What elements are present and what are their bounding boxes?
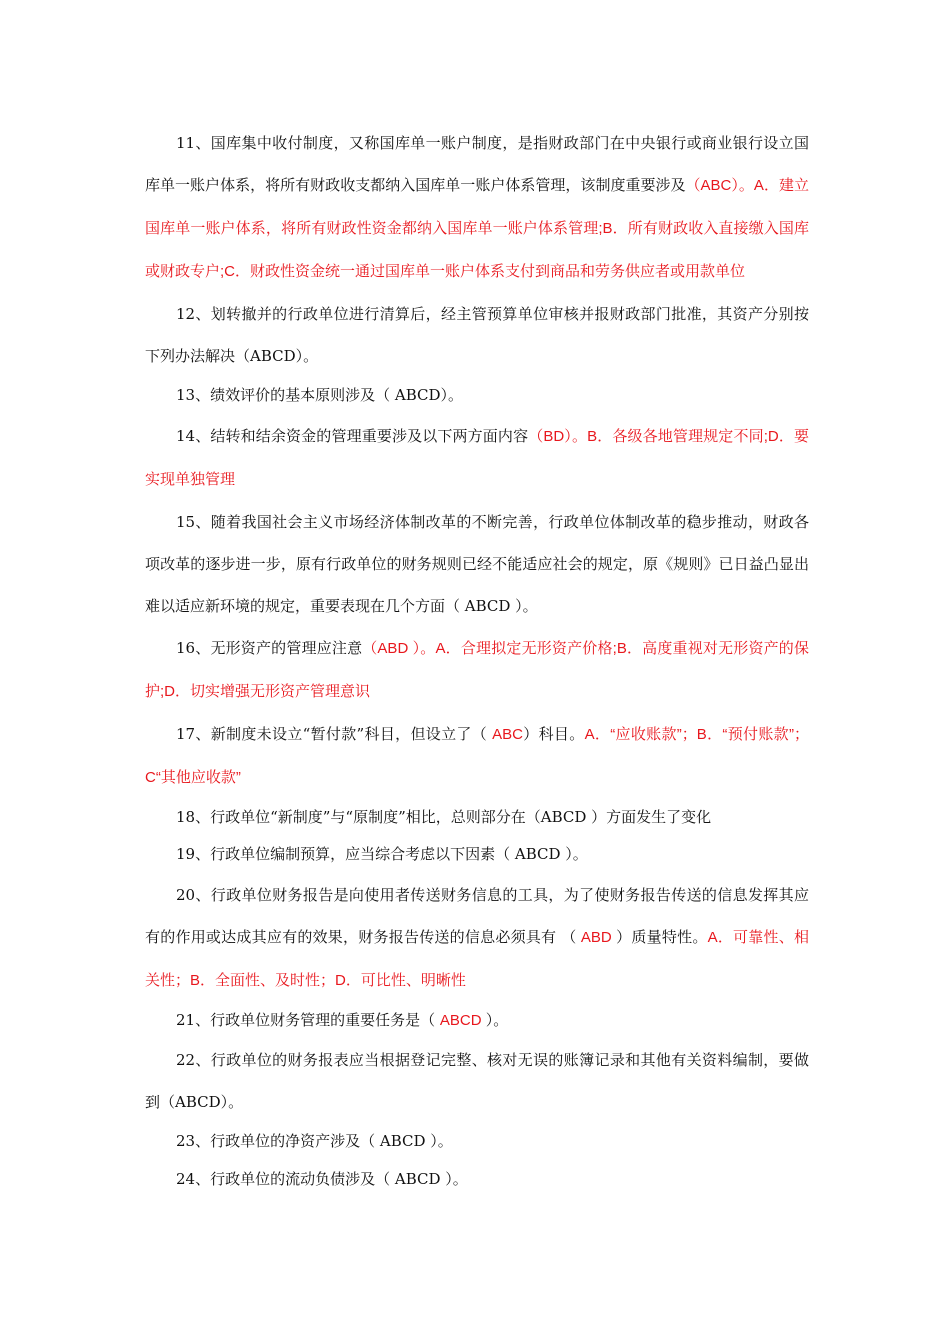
question-text: ）质量特性。	[616, 927, 708, 946]
answer-text: （ABC）。A．建立国库单一账户体系，将所有财政性资金都纳入国库单一账户体系管理;B．所有财政收入直接缴入国库或财政专户;C．财政性资金统一通过国库单一账户体系支付到商品和劳务供应者或用款单位	[145, 177, 809, 280]
question-11	[145, 122, 809, 293]
question-text: 20、行政单位财务报告是向使用者传送财务信息的工具，为了使财务报告传送的信息发挥其应有的作用或达成其应有的效果，财务报告传送的信息必须具有 （	[145, 885, 809, 946]
question-23	[145, 1123, 809, 1161]
question-14	[145, 415, 809, 501]
question-text: 23、行政单位的净资产涉及（ ABCD ）。	[176, 1132, 453, 1150]
question-text: 14、结转和结余资金的管理重要涉及以下两方面内容	[176, 426, 529, 445]
question-text: 24、行政单位的流动负债涉及（ ABCD ）。	[176, 1169, 468, 1188]
question-text: 22、行政单位的财务报表应当根据登记完整、核对无误的账簿记录和其他有关资料编制，要做到（ABCD）。	[145, 1051, 809, 1111]
answer-text: A．可靠性、相关性；B．全面性、及时性；D．可比性、明晰性	[145, 928, 809, 989]
question-18	[145, 799, 809, 837]
question-16	[145, 627, 809, 713]
answer-text: （ABD ）。A．合理拟定无形资产价格;B．高度重视对无形资产的保护;D．切实增强无形资产管理意识	[145, 639, 809, 700]
question-13	[145, 377, 809, 415]
question-20	[145, 874, 809, 1002]
question-text: 13、绩效评价的基本原则涉及（ ABCD）。	[176, 386, 463, 404]
question-15	[145, 501, 809, 627]
question-19	[145, 836, 809, 874]
answer-text: A．“应收账款”；B．“预付账款”；C“其他应收款”	[145, 725, 809, 786]
answer-text: （BD）。B．各级各地管理规定不同;D．要实现单独管理	[145, 427, 809, 488]
question-text: ）。	[485, 1010, 509, 1029]
question-text: 21、行政单位财务管理的重要任务是（	[176, 1010, 440, 1029]
question-text: 18、行政单位“新制度”与“原制度”相比，总则部分在（ABCD ）方面发生了变化	[176, 807, 712, 826]
question-text: 19、行政单位编制预算，应当综合考虑以下因素（ ABCD ）。	[176, 845, 588, 863]
question-24	[145, 1161, 809, 1199]
answer-code: ABD	[576, 928, 617, 946]
question-22	[145, 1039, 809, 1123]
question-21	[145, 1002, 809, 1040]
question-12	[145, 293, 809, 377]
document-page	[145, 122, 809, 1198]
question-text: 17、新制度未设立“暂付款”科目，但设立了（	[176, 724, 493, 743]
question-text: 12、划转撤并的行政单位进行清算后，经主管预算单位审核并报财政部门批准，其资产分别按下列办法解决（ABCD）。	[145, 305, 809, 365]
question-text: ）科目。	[522, 724, 585, 743]
question-text: 11、国库集中收付制度，又称国库单一账户制度，是指财政部门在中央银行或商业银行设立国库单一账户体系，将所有财政收支都纳入国库单一账户体系管理，该制度重要涉及	[145, 134, 809, 194]
question-17	[145, 713, 809, 799]
answer-code: ABCD	[439, 1011, 486, 1029]
question-text: 15、随着我国社会主义市场经济体制改革的不断完善，行政单位体制改革的稳步推动，财政各项改革的逐步进一步，原有行政单位的财务规则已经不能适应社会的规定，原《规则》已日益凸显出难以适应新环境的规定，重要表现在几个方面（ ABCD ）。	[145, 512, 809, 615]
answer-code: ABC	[492, 725, 523, 743]
question-text: 16、无形资产的管理应注意	[176, 638, 363, 657]
